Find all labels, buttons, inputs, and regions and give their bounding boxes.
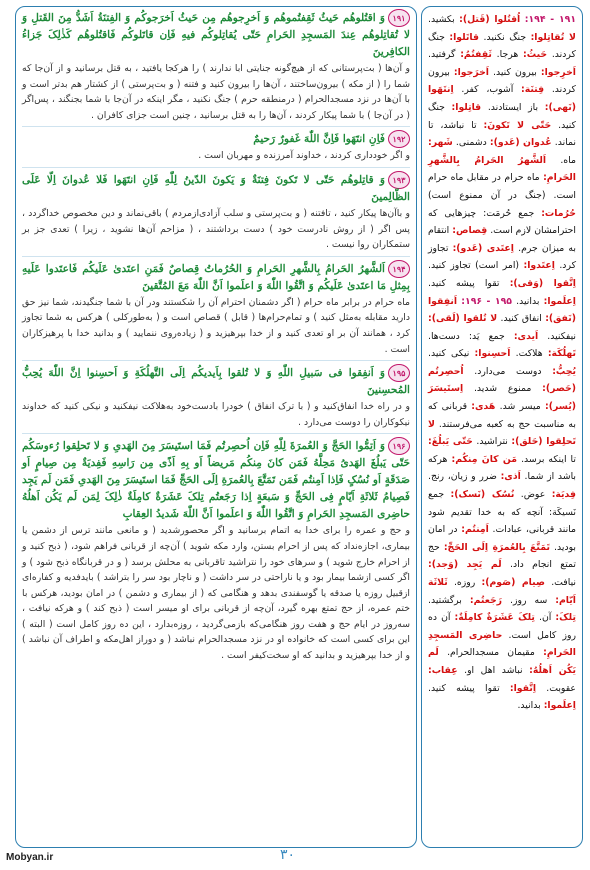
glossary-definition: آشوب، کفر. — [461, 84, 514, 96]
verse-block — [16, 362, 416, 434]
glossary-term: اِنتَهَوا (نَهی): — [428, 84, 576, 113]
glossary-term: اِستَیسَرَ (یُسر): — [428, 383, 576, 413]
verse-arabic-text — [22, 437, 410, 523]
verse-arabic-text — [22, 260, 410, 295]
glossary-definition: سه روز. — [510, 594, 548, 606]
verse-arabic: وَ قاتِلوهُم حَتّی لا تَکونَ فِتنَةٌ وَ یَکونَ الدّینُ لِلّٰهِ فَاِنِ انتَهَوا فَلا عُدوانَ اِلّا عَلَی الظّالِمینَ — [22, 173, 410, 203]
glossary-term: یُحِبُّ: — [552, 365, 576, 377]
glossary-definition: بدانید. — [516, 295, 540, 307]
glossary-term: حَتّی لا تَکونَ: — [483, 119, 552, 131]
glossary-term: اَلشَّهرُ الحَرامُ بِالشَّهرِ الحَرامِ: — [428, 154, 576, 184]
glossary-term: قاتِلوا: — [451, 101, 482, 113]
glossary-term: حَتّی یَبلُغَ: — [428, 436, 473, 448]
glossary-term: اَحسِنوا: — [474, 348, 511, 360]
glossary-definition: میسر شد. — [499, 401, 541, 413]
glossary-term: اَمِنتُم: — [461, 524, 489, 536]
glossary-definition: نتراشید. — [476, 436, 508, 448]
verse-number-badge: ۱۹۳ — [388, 171, 410, 189]
glossary-definition: جمع یَد: دست‌ها. — [428, 330, 505, 342]
glossary-term: ثَلاثَة اَیّام: — [428, 577, 576, 606]
verse-arabic-row — [16, 435, 416, 523]
glossary-term: عِقاب: — [428, 664, 458, 676]
glossary-definition: عقوبت. — [546, 682, 576, 694]
verse-translation: و در راه خدا انفاق‌کنید و ( با ترک انفاق ) خودرا بادست‌خود به‌هلاکت نیفکنید و نیکی کنید که خداوند نیکوکاران را دوست می‌دارد . — [22, 401, 410, 428]
glossary-term: تَمَتَّعَ بِالعُمرَةِ اِلَی الحَجِّ: — [443, 541, 550, 553]
glossary-definition: ممنوع شدید. — [473, 383, 532, 395]
glossary-term: تَهلُکَة: — [547, 348, 576, 360]
verse-number-badge: ۱۹۲ — [388, 130, 410, 148]
glossary-definition: جمع حُرمَت: چیزهایی که احترامشان لازم است. — [428, 207, 576, 237]
glossary-term: رَجَعتُم: — [469, 594, 503, 606]
glossary-term: لا تَحلِقوا (حَلق): — [428, 418, 576, 448]
glossary-verse-range: ۱۹۵ - ۱۹۶: — [461, 295, 512, 307]
glossary-term: اِتَّقوا (وَقی): — [509, 277, 576, 289]
glossary-term: لَم یَکُن اَهلُهُ: — [428, 647, 576, 676]
glossary-definition: عوض. — [520, 489, 546, 501]
glossary-definition: جمع نَسیکَة: آنچه که به خدا تقدیم شود مانند قربانی، عبادات. — [428, 489, 576, 536]
glossary-definition: جنگ نکنید. — [483, 31, 527, 43]
verse-arabic: فَاِنِ انتَهَوا فَاِنَّ اللّٰهَ غَفورٌ رَحیمٌ — [253, 133, 385, 146]
verse-number-badge: ۱۹۱ — [388, 9, 410, 27]
glossary-term: اَنفِقوا (نَفق): — [428, 295, 576, 325]
glossary-term: فِدیَة: — [551, 489, 576, 501]
glossary-list — [422, 7, 582, 719]
glossary-definition: تا نباشد، تا نماند. — [428, 119, 576, 149]
verse-divider — [22, 433, 410, 434]
glossary-definition: تجاوز کرد. — [428, 242, 576, 272]
verse-block — [16, 435, 416, 665]
glossary-verse-range: ۱۹۱ - ۱۹۴: — [524, 14, 576, 25]
glossary-term: مَن کانَ مِنکُم: — [451, 453, 518, 465]
glossary-definition: آن ده روز کامل است. — [428, 612, 576, 641]
glossary-term: فِتنَة: — [521, 84, 545, 96]
glossary-panel — [421, 6, 583, 848]
glossary-definition: نیکی کنید. — [428, 348, 470, 360]
glossary-definition: برگشتید. — [428, 594, 462, 606]
glossary-term: اِعتَدی (عَدو): — [452, 242, 514, 254]
glossary-term: اِعلَموا: — [543, 295, 576, 307]
glossary-term: نُسُک (نَسک): — [450, 489, 515, 501]
glossary-term: عُدوان (عَدو): — [489, 137, 552, 149]
glossary-term: اُقتُلوا (قَتل): — [459, 14, 521, 25]
glossary-definition: مقیمان مسجدالحرام. — [447, 647, 535, 659]
glossary-definition: بکشید. — [428, 14, 455, 25]
verse-divider — [22, 256, 410, 257]
verse-arabic-row — [16, 128, 416, 148]
verse-translation: و حج و عمره را برای خدا به اتمام برسانید و اگر محصورشدید ( و مانعی مانند ترس از دشمن یا بیماری، اجازه‌نداد که پس از احرام بستن، وارد مکه شوید ) آن‌چه از قربانی فراهم شود، ( ذبح کنید و از احرام خارج شوید ) و سرهای خود را نتراشید تاقربانی به محلش برسد ( و در قربانگاه ذبح شود ) و اگر کسی ازشما بیمار بود و یا ناراحتی در سر داشت ( و ناچار بود سر را بتراشد ) بایدفدیه و کفاره‌ای ازقبیل روزه یا صدقه یا گوسفندی بدهد و هنگامی که ( از بیماری و دشمن ) در امان بودید، هرکس با ختم عمره، از حج تمتع بهره گیرد، آن‌چه از قربانی برای او میسر است ( ذبح کند ) و هرکه نیافت ، سه‌روز در ایام حج و هفت روز هنگامی‌که بازمی‌گردید ، روزه‌بدارد ، این ده روز کامل است ( البته ) این برای کسی است که خانواده او در نزد مسجدالحرام نباشد ( و دوراز اهل‌مکه و اطراف آن نباشد ) و از خدا بپرهیزید و بدانید که او سخت‌کیفر است . — [22, 525, 410, 662]
verse-arabic-row — [16, 362, 416, 399]
glossary-definition: (امر است) تجاوز کنید. — [428, 260, 520, 272]
verse-arabic: وَ اَتِمُّوا الحَجَّ وَ العُمرَةَ لِلّٰهِ فَاِن اُحصِرتُم فَمَا استَیسَرَ مِنَ الهَدیِ وَ لا تَحلِقوا رُءوسَکُم حَتّی یَبلُغَ الهَدیُ مَحِلَّهُ فَمَن کانَ مِنکُم مَریضاً اَو بِهِ اَذًی مِن رَاسِهِ فَفِدیَةٌ مِن صِیامٍ اَو صَدَقَةٍ اَو نُسُکٍ فَاِذا اَمِنتُم فَمَن تَمَتَّعَ بِالعُمرَةِ اِلَی الحَجِّ فَمَا استَیسَرَ مِنَ الهَدیِ فَمَن لَم یَجِد فَصِیامُ ثَلاثَةِ اَیّامٍ فِی الحَجِّ وَ سَبعَةٍ اِذا رَجَعتُم تِلکَ عَشَرَةٌ کامِلَةٌ ذٰلِکَ لِمَن لَم یَکُن اَهلُهُ حاضِری المَسجِدِ الحَرامِ وَ اتَّقُوا اللّٰهَ وَ اعلَموا اَنَّ اللّٰهَ شَدیدُ العِقابِ — [22, 440, 410, 521]
glossary-term: اَخرِجوا: — [540, 66, 576, 78]
glossary-term: اِتَّقوا: — [509, 682, 537, 694]
glossary-definition: نیفکنید. — [547, 330, 576, 342]
glossary-definition: ماه حرام در مقابل ماه حرام است. (جنگ در آن ممنوع است) — [428, 172, 576, 201]
glossary-definition: جنگ کردند. — [428, 31, 576, 61]
glossary-term: حاضِری المَسجِدِ الحَرامِ: — [428, 629, 576, 659]
glossary-term: حُرُمات: — [541, 207, 576, 219]
glossary-definition: هرکه باشد از شما. — [428, 453, 576, 483]
verse-divider — [22, 126, 410, 127]
glossary-definition: جنگ کنید. — [428, 101, 576, 131]
verse-divider — [22, 360, 410, 361]
glossary-definition: تقوا پیشه کنید. — [428, 277, 500, 289]
verse-translation: و اگر خودداری کردند ، خداوند آمرزنده و مهربان است . — [198, 150, 410, 162]
verse-number-badge: ۱۹۴ — [388, 260, 410, 278]
glossary-term: لَم یَجِد (وَجد): — [428, 559, 502, 571]
glossary-definition: انتقام به میزان جرم. — [428, 225, 576, 254]
glossary-definition: در امان بودید. — [428, 524, 576, 553]
verse-arabic: اَلشَّهرُ الحَرامُ بِالشَّهرِ الحَرامِ وَ الحُرُماتُ قِصاصٌ فَمَنِ اعتَدیٰ عَلَیکُم فَاعتَدوا عَلَیهِ بِمِثلِ مَا اعتَدیٰ عَلَیکُم وَ اتَّقُوا اللّٰهَ وَ اعلَموا اَنَّ اللّٰهَ مَعَ المُتَّقینَ — [22, 262, 410, 292]
verse-arabic-text — [22, 9, 410, 61]
glossary-definition: روزه. — [453, 577, 476, 588]
glossary-term: شَهر: — [428, 137, 453, 149]
verse-block — [16, 128, 416, 168]
glossary-definition: نیافت. — [551, 577, 576, 588]
glossary-definition: بیرون کنید. — [493, 66, 537, 78]
verse-translation: و باآن‌ها پیکار کنید ، تافتنه ( و بت‌پرستی و سلب آزادی‌ازمردم ) باقی‌نماند و دین مخصوص خداگردد ، پس اگر ( از روش نادرست خود ) دست برداشتند ، ( مزاحم آن‌ها نشوید ، زیرا ) تعدی جز بر ستمکاران روا نیست . — [22, 207, 410, 251]
verse-number-badge: ۱۹۶ — [388, 437, 410, 455]
glossary-term: اُحصِرتُم (حَصر): — [428, 365, 576, 395]
verse-number-badge: ۱۹۵ — [388, 364, 410, 382]
glossary-definition: انفاق کنید. — [500, 313, 542, 325]
glossary-definition: آن. — [538, 612, 552, 624]
glossary-definition: دوست می‌دارد. — [474, 365, 542, 377]
verse-arabic-text — [22, 130, 410, 148]
verse-block — [16, 258, 416, 361]
verse-translation: ماه حرام در برابر ماه حرام ( اگر دشمنان احترام آن را شکستند ودر آن با شما جنگیدند، شما نیز حق دارید مقابله به‌مثل کنید ) و تمام‌حرام‌ها ( قابل ) قصاص است و ( به‌طورکلی ) هرکس به شما تجاوز کرد ، همانند آن بر او تعدی کنید و از خدا بپرهیزید و ( زیاده‌روی ننمایید ) و بدانید خدا با پرهیزکاران است . — [22, 296, 410, 355]
verse-arabic-row — [16, 169, 416, 206]
page-number: ۳۰ — [280, 847, 296, 863]
glossary-definition: حج تمتع انجام داد. — [428, 541, 576, 571]
verse-arabic: وَ اَنفِقوا فی سَبیلِ اللّٰهِ وَ لا تُلقوا بِاَیدیکُم اِلَی التَّهلُکَةِ وَ اَحسِنوا اِنَّ اللّٰهَ یُحِبُّ المُحسِنینَ — [22, 367, 410, 397]
glossary-term: قاتَلوا: — [449, 31, 479, 43]
verse-block — [16, 7, 416, 127]
glossary-term: تِلکَ: — [555, 612, 576, 624]
verse-arabic-text — [22, 364, 410, 399]
glossary-term: اَیدی: — [513, 330, 539, 342]
verse-arabic-text — [22, 171, 410, 206]
glossary-term: اِعتَدوا: — [523, 260, 555, 272]
glossary-term: لا تُقاتِلوا: — [530, 31, 576, 43]
glossary-definition: دشمنی. — [455, 137, 487, 149]
glossary-definition: بیرون کردند. — [428, 66, 576, 96]
glossary-term: هَدی: — [471, 401, 496, 413]
glossary-term: تِلکَ عَشَرَةٌ کامِلَةٌ: — [454, 612, 535, 624]
glossary-term: اَخرَجوا: — [453, 66, 489, 78]
glossary-definition: باز ایستادند. — [487, 101, 539, 113]
verse-divider — [22, 167, 410, 168]
glossary-definition: هلاکت. — [515, 348, 543, 360]
glossary-definition: ضرر و زیان، رنج. — [428, 471, 497, 483]
glossary-term: لا تُلقوا (لَقی): — [428, 313, 498, 325]
glossary-definition: تقوا پیشه کنید. — [428, 682, 500, 694]
verse-arabic-row — [16, 258, 416, 295]
glossary-term: ثَقِفتُمُ: — [460, 49, 492, 61]
glossary-term: اَذی: — [500, 471, 521, 483]
glossary-term: قِصاص: — [452, 225, 488, 237]
glossary-definition: ماه. — [560, 154, 576, 166]
glossary-definition: نباشد اهل او. — [464, 664, 523, 676]
verses-panel — [15, 6, 417, 848]
verses-list — [16, 7, 416, 666]
verse-block — [16, 169, 416, 257]
glossary-definition: بدانید. — [517, 700, 541, 712]
glossary-term: اِعلَموا: — [543, 700, 576, 712]
verse-arabic: وَ اقتُلوهُم حَیثُ ثَقِفتُموهُم وَ اَخرِجوهُم مِن حَیثُ اَخرَجوکُم وَ الفِتنَةُ اَشَدُّ مِنَ القَتلِ وَ لا تُقاتِلوهُم عِندَ المَسجِدِ الحَرامِ حَتّی یُقاتِلوکُم فیهِ فَاِن قاتَلوکُم فَاقتُلوهُم کَذٰلِکَ جَزاءُ الکافِرینَ — [22, 12, 410, 58]
verse-arabic-row — [16, 7, 416, 61]
glossary-term: صِیام (صَوم): — [481, 577, 545, 588]
glossary-definition: تا اینکه برسد. — [521, 453, 576, 465]
site-watermark[interactable]: Mobyan.ir — [6, 852, 54, 863]
glossary-term: حَیثُ: — [523, 49, 548, 61]
glossary-definition: هرجا. — [496, 49, 519, 61]
verse-translation: و آن‌ها ( بت‌پرستانی که از هیچ‌گونه جنایتی ابا ندارند ) را هرکجا یافتید ، به قتل برسانید و از آن‌جا که شما را ( از مکه ) بیرون‌ساختند ، آن‌ها را بیرون کنید و فتنه ( و بت‌پرستی ) از کشتار هم بدتر است و با آن‌ها در نزد مسجدالحرام ( درمنطقه حرم ) جنگ نکنید ، مگر اینکه در آن‌جا با شما بجنگند ، پس‌اگر ( در آن‌جا ) با شما پیکار کردند ، آن‌ها را به قتل برسانید ، چنین است جزای کافران . — [22, 63, 410, 121]
glossary-definition: قربانی که به مناسبت حج به کعبه می‌فرستند. — [428, 401, 576, 430]
glossary-definition: گرفتید. — [428, 49, 456, 61]
